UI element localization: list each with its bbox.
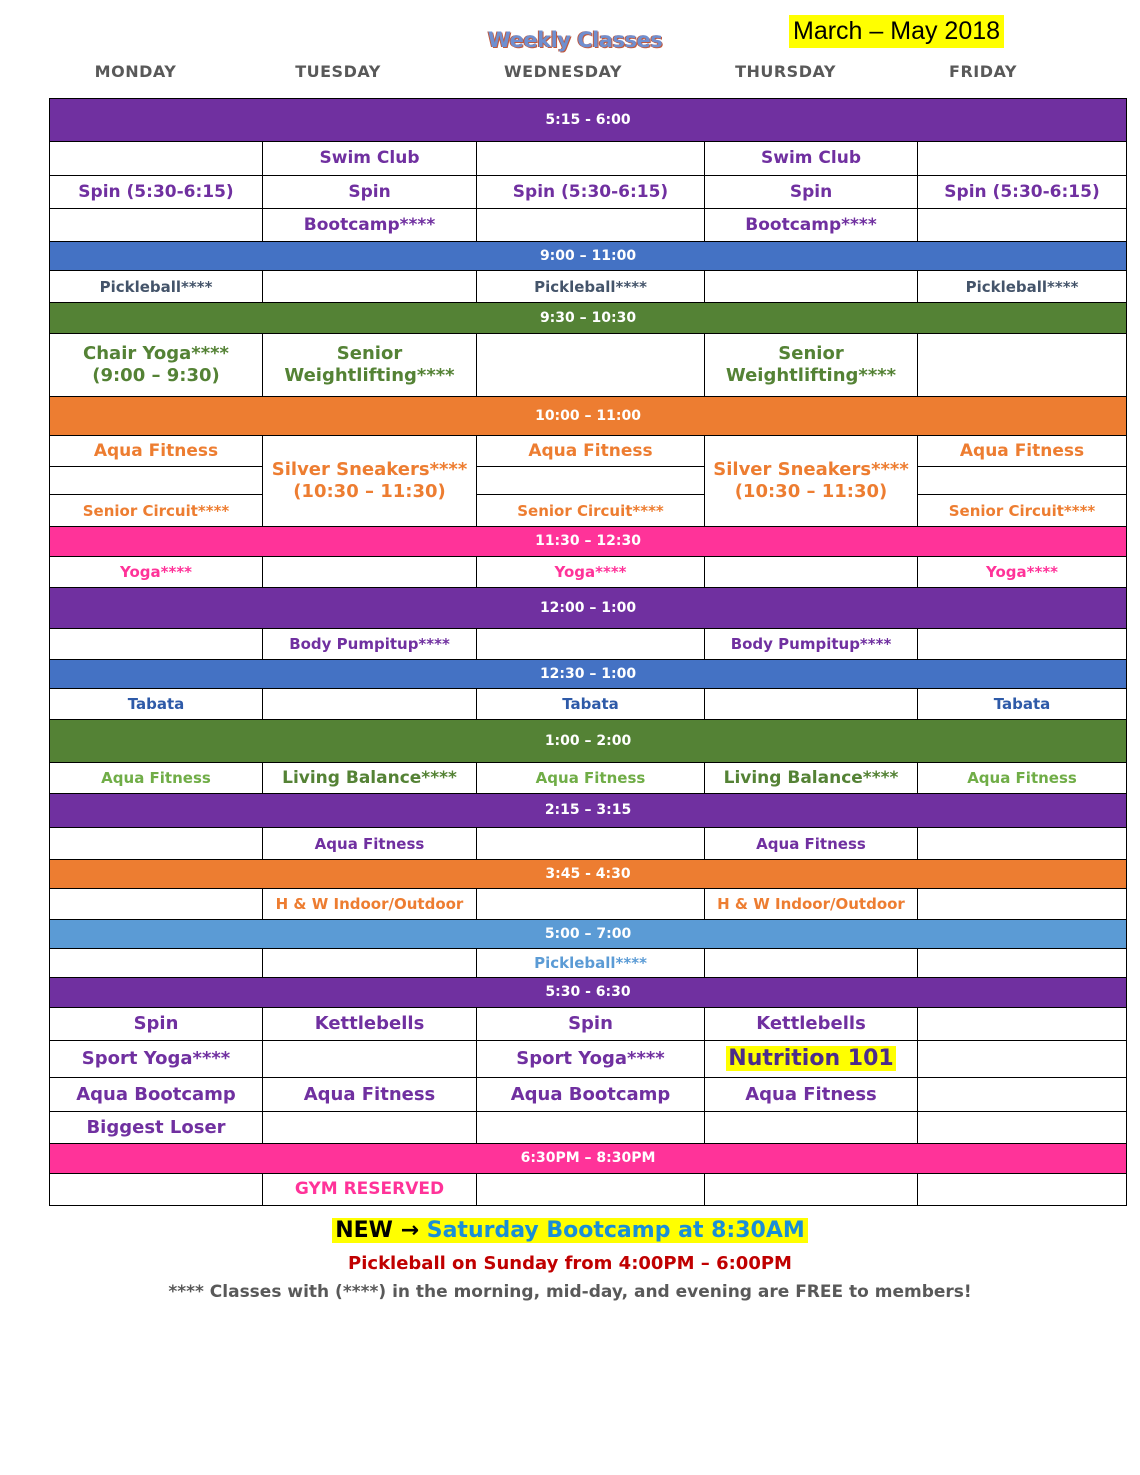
time-band: 2:15 – 3:15	[50, 794, 1127, 828]
sunday-announcement: Pickleball on Sunday from 4:00PM – 6:00PM	[348, 1253, 792, 1274]
empty-cell	[50, 1174, 263, 1206]
class-cell: Kettlebells	[263, 1008, 477, 1041]
empty-cell	[477, 1112, 705, 1144]
empty-cell	[705, 271, 918, 303]
empty-cell	[477, 467, 705, 495]
class-line: (10:30 – 11:30)	[293, 481, 446, 502]
time-band: 11:30 – 12:30	[50, 527, 1127, 557]
class-cell: Senior Circuit****	[918, 495, 1127, 527]
schedule-table	[49, 98, 1127, 1206]
empty-cell	[705, 949, 918, 978]
saturday-text: Saturday Bootcamp at 8:30AM	[426, 1218, 805, 1243]
class-cell: Aqua Fitness	[918, 436, 1127, 467]
empty-cell	[477, 889, 705, 920]
class-cell: Aqua Bootcamp	[477, 1078, 705, 1112]
empty-cell	[918, 828, 1127, 860]
class-cell: Pickleball****	[477, 949, 705, 978]
class-line: Weightlifting****	[284, 365, 455, 386]
empty-cell	[50, 889, 263, 920]
empty-cell	[477, 142, 705, 176]
empty-cell	[50, 209, 263, 242]
time-band: 6:30PM – 8:30PM	[50, 1144, 1127, 1174]
season-badge: March – May 2018	[789, 15, 1004, 48]
empty-cell	[918, 889, 1127, 920]
empty-cell	[50, 467, 263, 495]
class-cell: Body Pumpitup****	[263, 629, 477, 660]
empty-cell	[918, 1008, 1127, 1041]
class-cell: Sport Yoga****	[477, 1041, 705, 1078]
time-band: 9:30 – 10:30	[50, 303, 1127, 334]
empty-cell	[918, 467, 1127, 495]
class-line: Chair Yoga****	[83, 343, 229, 365]
class-line: Senior	[778, 343, 844, 365]
highlight-box	[332, 1218, 808, 1243]
time-band: 12:00 – 1:00	[50, 588, 1127, 629]
class-cell: GYM RESERVED	[263, 1174, 477, 1206]
empty-cell	[918, 1078, 1127, 1112]
empty-cell	[50, 142, 263, 176]
class-line: Silver Sneakers****	[713, 459, 909, 481]
class-cell: Living Balance****	[263, 763, 477, 794]
empty-cell	[918, 1041, 1127, 1078]
class-cell: Spin	[477, 1008, 705, 1041]
empty-cell	[477, 1174, 705, 1206]
class-cell: Aqua Fitness	[918, 763, 1127, 794]
empty-cell	[477, 334, 705, 397]
empty-cell	[263, 1041, 477, 1078]
class-line: (10:30 – 11:30)	[734, 481, 888, 502]
class-cell: Spin (5:30-6:15)	[918, 176, 1127, 209]
empty-cell	[918, 209, 1127, 242]
empty-cell	[705, 557, 918, 588]
empty-cell	[918, 949, 1127, 978]
time-band: 5:30 - 6:30	[50, 978, 1127, 1008]
class-cell: Living Balance****	[705, 763, 918, 794]
class-cell: Sport Yoga****	[50, 1041, 263, 1078]
class-cell: Aqua Fitness	[263, 1078, 477, 1112]
empty-cell	[50, 629, 263, 660]
time-band: 10:00 – 11:00	[50, 397, 1127, 436]
class-cell: Kettlebells	[705, 1008, 918, 1041]
class-line: Senior	[336, 343, 403, 365]
empty-cell	[705, 689, 918, 720]
class-cell: Pickleball****	[477, 271, 705, 303]
free-classes-note: **** Classes with (****) in the morning, mid-day, and evening are FREE to members!	[168, 1282, 972, 1302]
class-cell: Tabata	[477, 689, 705, 720]
class-cell	[705, 436, 918, 527]
class-cell: Aqua Fitness	[50, 763, 263, 794]
class-cell: Aqua Fitness	[705, 828, 918, 860]
empty-cell	[918, 142, 1127, 176]
empty-cell	[918, 1174, 1127, 1206]
class-cell	[705, 334, 918, 397]
class-cell: Aqua Fitness	[477, 436, 705, 467]
class-line: Silver Sneakers****	[271, 459, 468, 481]
class-line: Weightlifting****	[725, 365, 897, 386]
empty-cell	[705, 1174, 918, 1206]
empty-cell	[477, 629, 705, 660]
empty-cell	[50, 828, 263, 860]
class-cell: Yoga****	[50, 557, 263, 588]
time-band: 12:30 – 1:00	[50, 660, 1127, 689]
class-cell: Aqua Fitness	[50, 436, 263, 467]
class-cell: Senior Circuit****	[477, 495, 705, 527]
time-band: 5:00 – 7:00	[50, 920, 1127, 949]
class-cell: Biggest Loser	[50, 1112, 263, 1144]
empty-cell	[918, 629, 1127, 660]
class-cell: Body Pumpitup****	[705, 629, 918, 660]
day-monday: MONDAY	[94, 62, 177, 81]
class-cell: Tabata	[918, 689, 1127, 720]
class-cell	[705, 1041, 918, 1078]
day-headers	[48, 62, 1126, 84]
empty-cell	[477, 828, 705, 860]
day-tuesday: TUESDAY	[295, 62, 381, 81]
class-cell: Spin	[50, 1008, 263, 1041]
empty-cell	[263, 271, 477, 303]
class-cell: Pickleball****	[918, 271, 1127, 303]
class-cell	[50, 334, 263, 397]
time-band: 3:45 - 4:30	[50, 860, 1127, 889]
class-cell: H & W Indoor/Outdoor	[263, 889, 477, 920]
class-cell: Tabata	[50, 689, 263, 720]
empty-cell	[477, 209, 705, 242]
class-cell: H & W Indoor/Outdoor	[705, 889, 918, 920]
class-cell: Yoga****	[477, 557, 705, 588]
time-band: 5:15 - 6:00	[50, 99, 1127, 142]
class-cell: Swim Club	[263, 142, 477, 176]
new-label: NEW	[335, 1218, 393, 1243]
class-cell: Bootcamp****	[705, 209, 918, 242]
arrow-icon: →	[400, 1218, 420, 1243]
time-band: 9:00 – 11:00	[50, 242, 1127, 271]
empty-cell	[918, 334, 1127, 397]
class-cell	[263, 436, 477, 527]
class-cell: Yoga****	[918, 557, 1127, 588]
class-cell: Aqua Fitness	[705, 1078, 918, 1112]
empty-cell	[705, 1112, 918, 1144]
nutrition-highlight: Nutrition 101	[728, 1045, 894, 1071]
empty-cell	[263, 689, 477, 720]
class-cell: Aqua Fitness	[263, 828, 477, 860]
class-cell: Senior Circuit****	[50, 495, 263, 527]
day-friday: FRIDAY	[949, 62, 1017, 81]
day-wednesday: WEDNESDAY	[504, 62, 622, 81]
empty-cell	[263, 1112, 477, 1144]
empty-cell	[263, 949, 477, 978]
class-cell: Aqua Bootcamp	[50, 1078, 263, 1112]
saturday-announcement	[0, 1218, 1140, 1243]
class-line: (9:00 – 9:30)	[92, 365, 220, 386]
page-title: Weekly Classes	[487, 28, 663, 52]
class-cell: Aqua Fitness	[477, 763, 705, 794]
class-cell: Spin (5:30-6:15)	[477, 176, 705, 209]
class-cell: Pickleball****	[50, 271, 263, 303]
class-cell: Bootcamp****	[263, 209, 477, 242]
empty-cell	[918, 1112, 1127, 1144]
class-cell: Spin	[705, 176, 918, 209]
class-cell: Swim Club	[705, 142, 918, 176]
class-cell: Spin (5:30-6:15)	[50, 176, 263, 209]
empty-cell	[50, 949, 263, 978]
day-thursday: THURSDAY	[735, 62, 836, 81]
class-cell: Spin	[263, 176, 477, 209]
empty-cell	[263, 557, 477, 588]
time-band: 1:00 – 2:00	[50, 720, 1127, 763]
class-cell	[263, 334, 477, 397]
